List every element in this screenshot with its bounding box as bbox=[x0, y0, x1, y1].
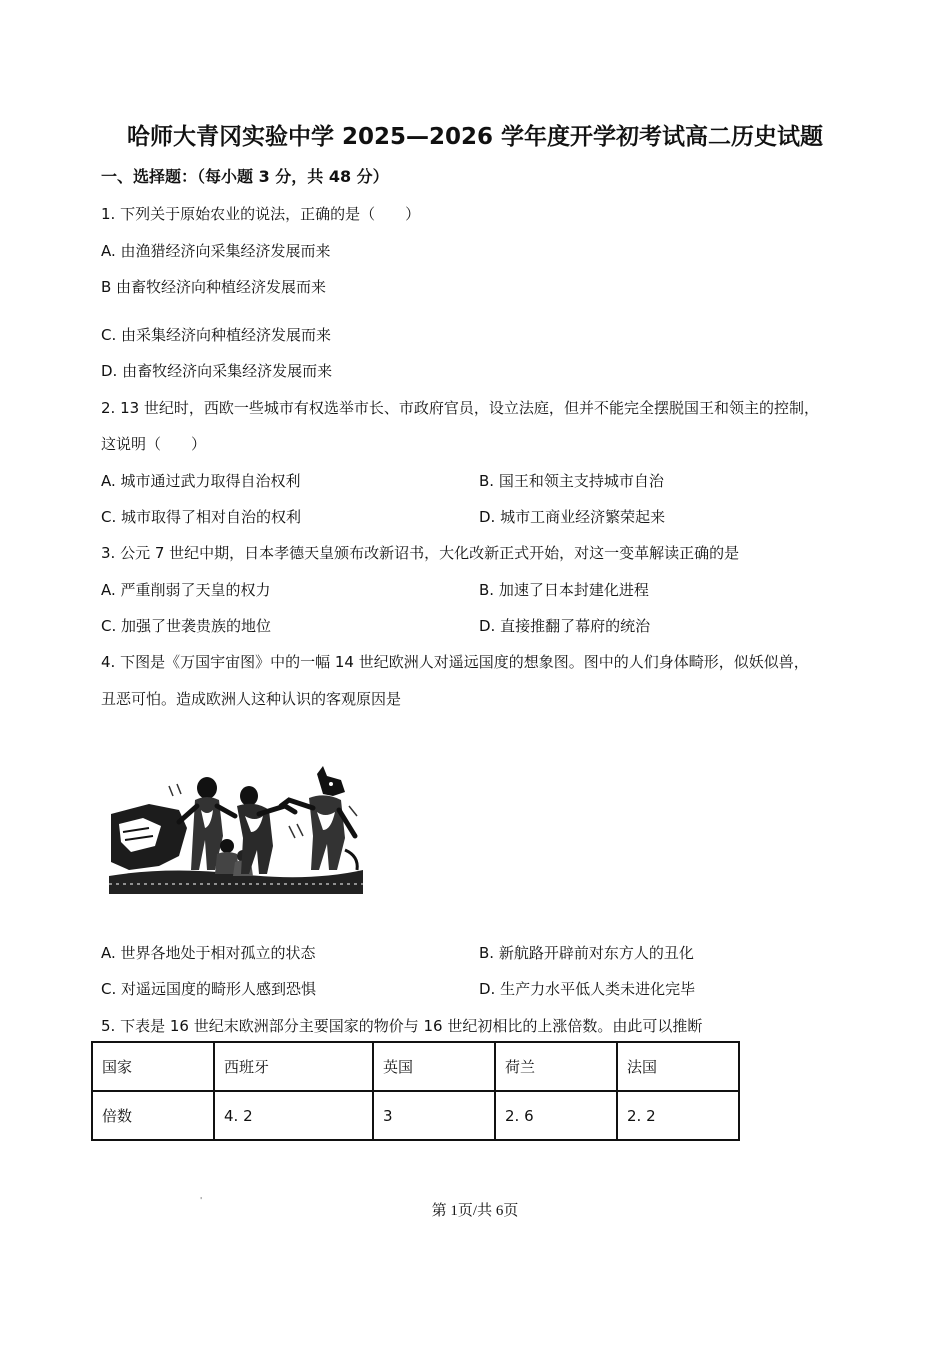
table-cell: 2. 2 bbox=[617, 1091, 739, 1140]
q3-option-a: A. 严重削弱了天皇的权力 bbox=[101, 581, 271, 599]
table-cell: 法国 bbox=[617, 1042, 739, 1091]
page-number: 第 1页/共 6页 bbox=[431, 1203, 519, 1219]
q3-stem: 3. 公元 7 世纪中期，日本孝德天皇颁布改新诏书，大化改新正式开始，对这一变革解读正确的是 bbox=[101, 544, 740, 562]
q1-option-c: C. 由采集经济向种植经济发展而来 bbox=[101, 326, 332, 344]
q4-option-a: A. 世界各地处于相对孤立的状态 bbox=[101, 944, 316, 962]
medieval-monsters-illustration bbox=[109, 766, 363, 894]
table-cell: 倍数 bbox=[92, 1091, 214, 1140]
q1-option-a: A. 由渔猎经济向采集经济发展而来 bbox=[101, 242, 331, 260]
stray-mark: ' bbox=[200, 1196, 203, 1205]
table-cell: 4. 2 bbox=[214, 1091, 373, 1140]
q3-option-c: C. 加强了世袭贵族的地位 bbox=[101, 617, 272, 635]
q2-stem-line1: 2. 13 世纪时，西欧一些城市有权选举市长、市政府官员，设立法庭，但并不能完全摆脱国王和领主的控制， bbox=[101, 399, 819, 417]
table-cell: 3 bbox=[373, 1091, 495, 1140]
price-increase-table bbox=[91, 1041, 740, 1141]
q2-stem-line2: 这说明（ ） bbox=[101, 435, 207, 453]
table-cell: 西班牙 bbox=[214, 1042, 373, 1091]
q1-option-b: B 由畜牧经济向种植经济发展而来 bbox=[101, 278, 327, 296]
q2-option-c: C. 城市取得了相对自治的权利 bbox=[101, 508, 302, 526]
q1-option-d: D. 由畜牧经济向采集经济发展而来 bbox=[101, 362, 333, 380]
table-row bbox=[92, 1091, 739, 1140]
q2-option-d: D. 城市工商业经济繁荣起来 bbox=[479, 508, 666, 526]
table-cell: 荷兰 bbox=[495, 1042, 617, 1091]
table-cell: 2. 6 bbox=[495, 1091, 617, 1140]
table-cell: 英国 bbox=[373, 1042, 495, 1091]
q5-stem: 5. 下表是 16 世纪末欧洲部分主要国家的物价与 16 世纪初相比的上涨倍数。由此可以推断 bbox=[101, 1017, 703, 1035]
q4-option-b: B. 新航路开辟前对东方人的丑化 bbox=[479, 944, 694, 962]
section-heading: 一、选择题：（每小题 3 分，共 48 分） bbox=[101, 167, 389, 186]
q2-option-b: B. 国王和领主支持城市自治 bbox=[479, 472, 664, 490]
q3-option-b: B. 加速了日本封建化进程 bbox=[479, 581, 649, 599]
q4-option-d: D. 生产力水平低人类未进化完毕 bbox=[479, 980, 696, 998]
q4-stem-line2: 丑恶可怕。造成欧洲人这种认识的客观原因是 bbox=[101, 690, 402, 708]
table-header-row bbox=[92, 1042, 739, 1091]
q3-option-d: D. 直接推翻了幕府的统治 bbox=[479, 617, 651, 635]
page-title: 哈师大青冈实验中学 2025—2026 学年度开学初考试高二历史试题 bbox=[126, 124, 824, 150]
q1-stem: 1. 下列关于原始农业的说法，正确的是（ ） bbox=[101, 205, 421, 223]
table-cell: 国家 bbox=[92, 1042, 214, 1091]
q2-option-a: A. 城市通过武力取得自治权利 bbox=[101, 472, 301, 490]
q4-stem-line1: 4. 下图是《万国宇宙图》中的一幅 14 世纪欧洲人对遥远国度的想象图。图中的人们身体畸形，似妖似兽， bbox=[101, 653, 809, 671]
q4-option-c: C. 对遥远国度的畸形人感到恐惧 bbox=[101, 980, 317, 998]
